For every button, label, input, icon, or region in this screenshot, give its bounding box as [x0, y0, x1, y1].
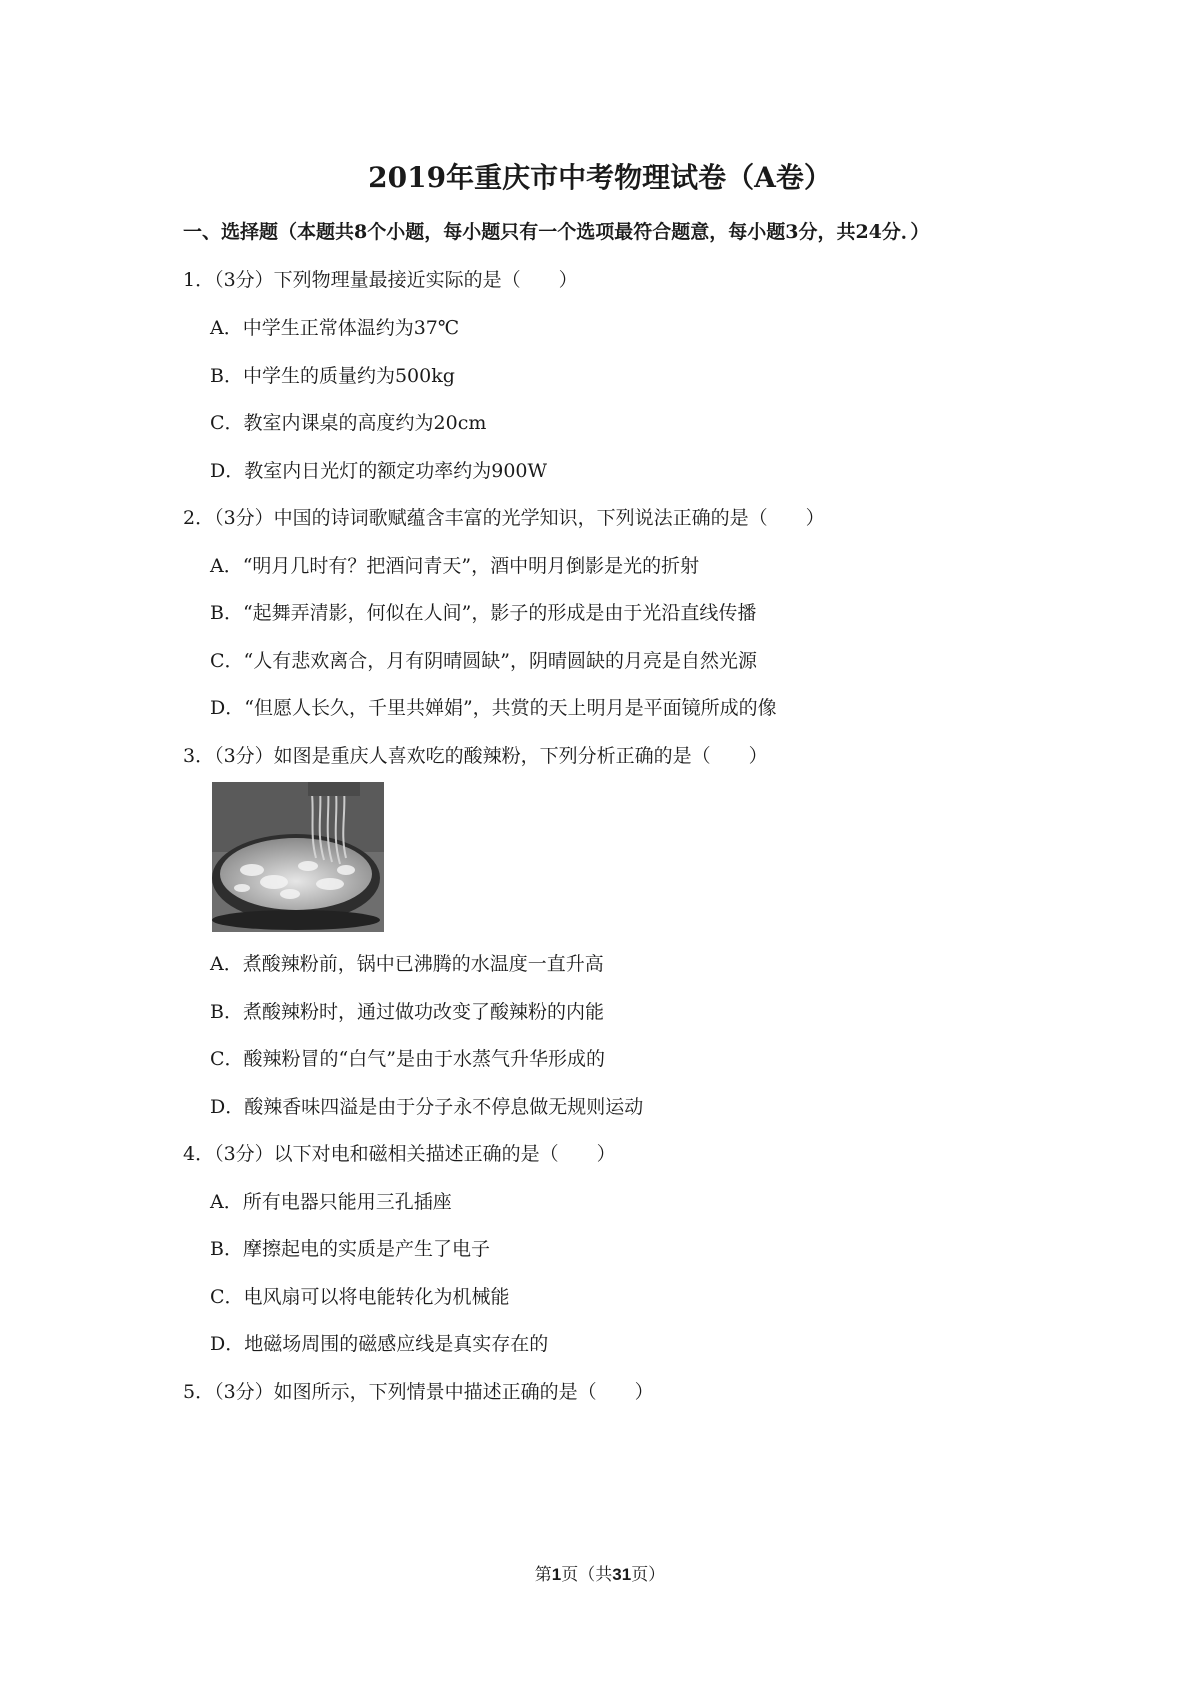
question-3-option-b: B．煮酸辣粉时，通过做功改变了酸辣粉的内能: [210, 1001, 604, 1023]
question-2-option-d: D．“但愿人长久，千里共婵娟”，共赏的天上明月是平面镜所成的像: [210, 697, 777, 719]
page-footer: [0, 1563, 1200, 1587]
question-1-option-d: D．教室内日光灯的额定功率约为900W: [210, 460, 548, 482]
question-2-stem: 2．（3分）中国的诗词歌赋蕴含丰富的光学知识，下列说法正确的是（ ）: [183, 507, 825, 529]
question-4-stem: 4．（3分）以下对电和磁相关描述正确的是（ ）: [183, 1143, 616, 1165]
question-1-option-c: C．教室内课桌的高度约为20cm: [210, 412, 487, 434]
footer-total-pages: 31: [612, 1565, 632, 1584]
page-title: 2019年重庆市中考物理试卷（A卷）: [368, 161, 832, 194]
footer-suffix: 页）: [631, 1565, 666, 1585]
question-4-option-a: A．所有电器只能用三孔插座: [210, 1191, 452, 1213]
question-4-option-b: B．摩擦起电的实质是产生了电子: [210, 1238, 490, 1260]
question-2-option-c: C．“人有悲欢离合，月有阴晴圆缺”，阴晴圆缺的月亮是自然光源: [210, 650, 757, 672]
question-4-option-c: C．电风扇可以将电能转化为机械能: [210, 1286, 510, 1308]
footer-prefix: 第: [534, 1565, 552, 1585]
question-3-option-c: C．酸辣粉冒的“白气”是由于水蒸气升华形成的: [210, 1048, 605, 1070]
question-5-stem: 5．（3分）如图所示，下列情景中描述正确的是（ ）: [183, 1381, 654, 1403]
question-2-option-a: A．“明月几时有？把酒问青天”，酒中明月倒影是光的折射: [210, 555, 700, 577]
question-1-option-b: B．中学生的质量约为500kg: [210, 365, 455, 387]
question-3-option-d: D．酸辣香味四溢是由于分子永不停息做无规则运动: [210, 1096, 644, 1118]
section-heading: 一、选择题（本题共8个小题，每小题只有一个选项最符合题意，每小题3分，共24分．）: [183, 221, 930, 243]
footer-middle: 页（共: [561, 1565, 613, 1585]
question-3-stem: 3．（3分）如图是重庆人喜欢吃的酸辣粉，下列分析正确的是（ ）: [183, 745, 768, 767]
question-4-option-d: D．地磁场周围的磁感应线是真实存在的: [210, 1333, 549, 1355]
noodle-bowl-photo: [212, 782, 384, 932]
footer-page-number: 1: [551, 1565, 562, 1584]
question-2-option-b: B．“起舞弄清影，何似在人间”，影子的形成是由于光沿直线传播: [210, 602, 757, 624]
question-3-option-a: A．煮酸辣粉前，锅中已沸腾的水温度一直升高: [210, 953, 604, 975]
question-1-option-a: A．中学生正常体温约为37℃: [210, 317, 460, 339]
question-1-stem: 1．（3分）下列物理量最接近实际的是（ ）: [183, 269, 578, 291]
